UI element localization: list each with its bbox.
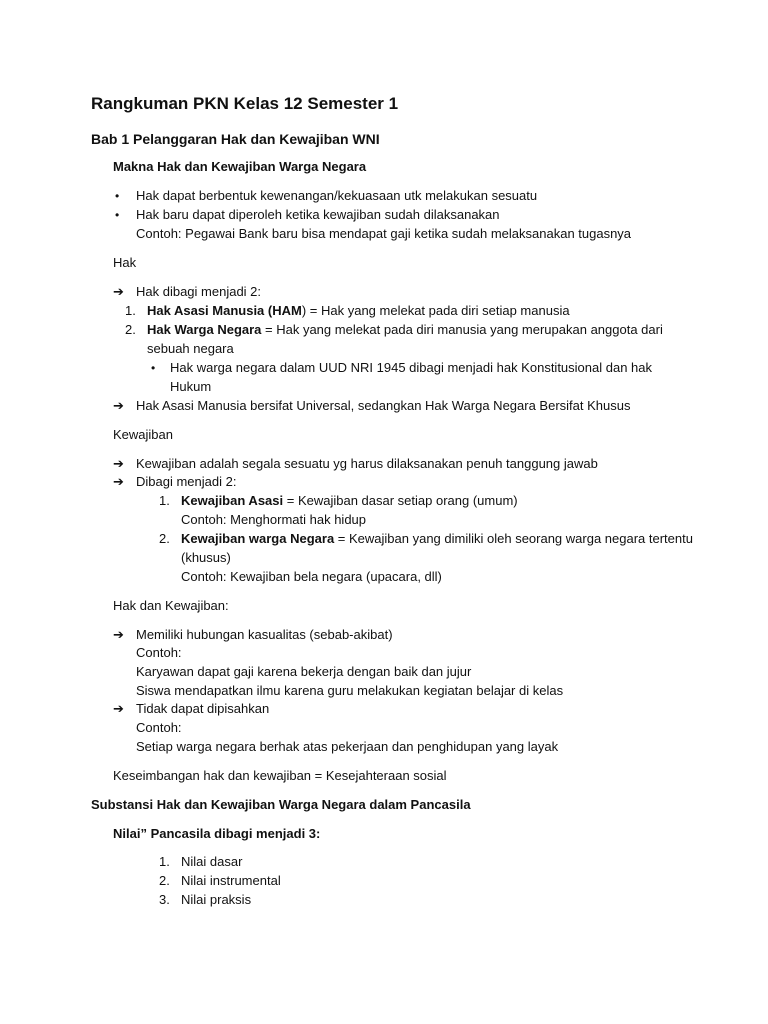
chapter-heading: Bab 1 Pelanggaran Hak dan Kewajiban WNI [91,131,380,147]
kewajiban-item-2 [181,530,693,548]
kewajiban-heading: Kewajiban [113,427,173,442]
hak-item-1-number: 1. [125,303,136,318]
arrow-icon: ➔ [113,456,124,471]
example-line: Karyawan dapat gaji karena bekerja dengan baik dan jujur [136,664,472,679]
hak-sub-bullet-line-1: Hak warga negara dalam UUD NRI 1945 dibagi menjadi hak Konstitusional dan hak [170,360,652,375]
contoh-label: Contoh: [136,720,182,735]
kewajiban-item-1-number: 1. [159,493,170,508]
hak-item-1-term: Hak Asasi Manusia ( [147,303,273,318]
bullet-icon: • [151,361,156,375]
arrow-icon: ➔ [113,474,124,489]
kewajiban-item-2-continued: (khusus) [181,550,231,565]
hak-item-1-definition: ) = Hak yang melekat pada diri setiap manusia [301,303,570,318]
nilai-item-number: 3. [159,892,170,907]
kewajiban-arrow-2: Dibagi menjadi 2: [136,474,237,489]
bullet-icon: • [115,208,120,222]
makna-heading: Makna Hak dan Kewajiban Warga Negara [113,159,367,174]
bullet-icon: • [115,189,120,203]
balance-statement: Keseimbangan hak dan kewajiban = Kesejahteraan sosial [113,768,447,783]
hak-arrow-2: Hak Asasi Manusia bersifat Universal, sedangkan Hak Warga Negara Bersifat Khusus [136,398,631,413]
example-line: Siswa mendapatkan ilmu karena guru melakukan kegiatan belajar di kelas [136,683,564,698]
kewajiban-item-2-term: Kewajiban warga Negara [181,531,335,546]
kewajiban-item-1-term: Kewajiban Asasi [181,493,284,508]
kewajiban-item-1-definition: = Kewajiban dasar setiap orang (umum) [283,493,518,508]
arrow-icon: ➔ [113,284,124,299]
nilai-item-number: 2. [159,873,170,888]
hak-item-2-definition: = Hak yang melekat pada diri manusia yang merupakan anggota dari [261,322,663,337]
substansi-heading: Substansi Hak dan Kewajiban Warga Negara dalam Pancasila [91,797,471,812]
kewajiban-item-1 [181,492,518,510]
hak-item-2-continued: sebuah negara [147,341,234,356]
makna-bullet-1: Hak dapat berbentuk kewenangan/kekuasaan utk melakukan sesuatu [136,188,538,203]
makna-bullet-2: Hak baru dapat diperoleh ketika kewajiban sudah dilaksanakan [136,207,500,222]
document-title: Rangkuman PKN Kelas 12 Semester 1 [91,94,399,113]
hak-item-1 [147,302,570,320]
hak-item-2 [147,321,663,339]
hak-arrow-1: Hak dibagi menjadi 2: [136,284,262,299]
hak-item-2-term: Hak Warga Negara [147,322,262,337]
nilai-item: Nilai instrumental [181,873,281,888]
hak-item-2-number: 2. [125,322,136,337]
hak-kewajiban-arrow-1: Memiliki hubungan kasualitas (sebab-akibat) [136,627,393,642]
hak-heading: Hak [113,255,137,270]
nilai-item-number: 1. [159,854,170,869]
arrow-icon: ➔ [113,701,124,716]
hak-item-1-abbr: HAM [272,303,302,318]
arrow-icon: ➔ [113,398,124,413]
kewajiban-item-2-example: Contoh: Kewajiban bela negara (upacara, dll) [181,569,442,584]
hak-kewajiban-arrow-2: Tidak dapat dipisahkan [136,701,270,716]
contoh-label: Contoh: [136,645,182,660]
kewajiban-arrow-1: Kewajiban adalah segala sesuatu yg harus dilaksanakan penuh tanggung jawab [136,456,598,471]
kewajiban-item-2-number: 2. [159,531,170,546]
nilai-item: Nilai praksis [181,892,252,907]
example-line: Setiap warga negara berhak atas pekerjaan dan penghidupan yang layak [136,739,559,754]
makna-bullet-2-example: Contoh: Pegawai Bank baru bisa mendapat gaji ketika sudah melaksanakan tugasnya [136,226,632,241]
substansi-sub-heading: Nilai” Pancasila dibagi menjadi 3: [113,826,321,841]
kewajiban-item-2-definition: = Kewajiban yang dimiliki oleh seorang warga negara tertentu [334,531,693,546]
kewajiban-item-1-example: Contoh: Menghormati hak hidup [181,512,367,527]
nilai-item: Nilai dasar [181,854,243,869]
arrow-icon: ➔ [113,627,124,642]
hak-kewajiban-heading: Hak dan Kewajiban: [113,598,229,613]
hak-sub-bullet-line-2: Hukum [170,379,212,394]
